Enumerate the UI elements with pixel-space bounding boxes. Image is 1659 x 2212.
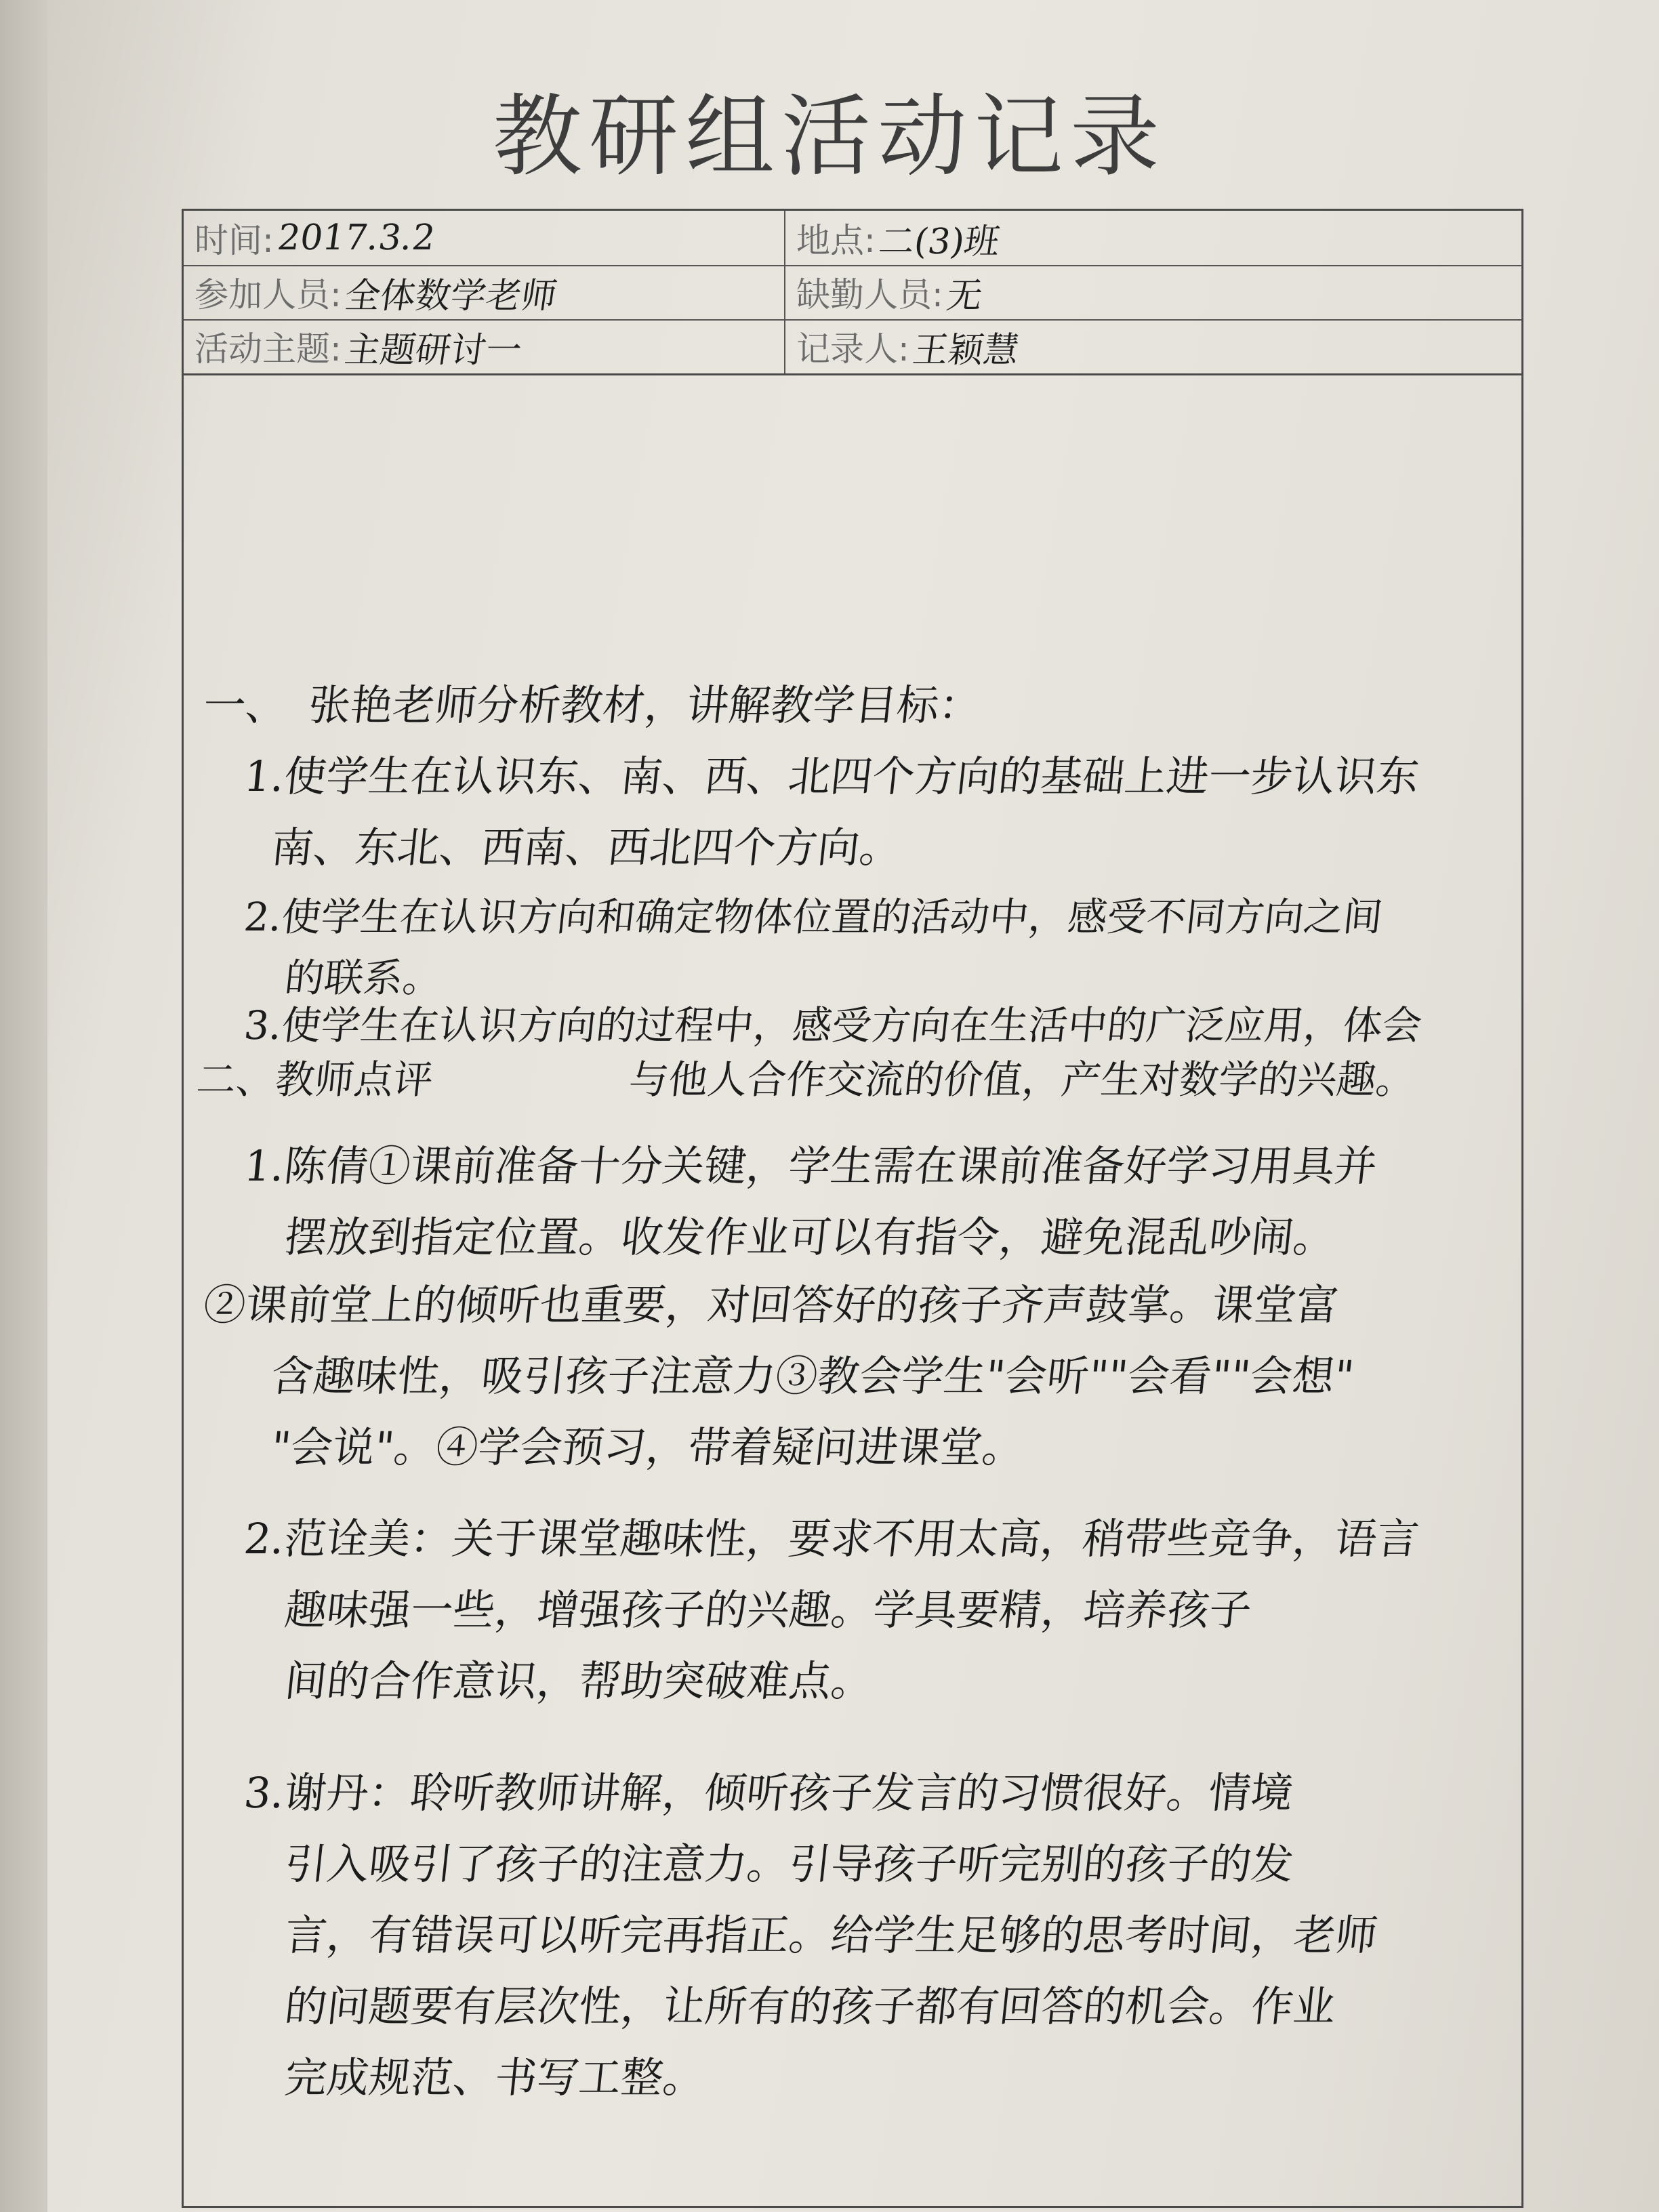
content-line: 2.范诠美：关于课堂趣味性，要求不用太高，稍带些竞争，语言 bbox=[241, 1514, 1422, 1563]
absent-label: 缺勤人员: bbox=[796, 275, 943, 314]
header-row-2 bbox=[184, 265, 1521, 321]
content-line: 1.陈倩①课前准备十分关键，学生需在课前准备好学习用具并 bbox=[241, 1141, 1380, 1191]
content-line: 2.使学生在认识方向和确定物体位置的活动中，感受不同方向之间 bbox=[241, 894, 1385, 940]
topic-value: 主题研讨一 bbox=[342, 329, 525, 371]
content-line: 的联系。 bbox=[282, 955, 445, 1001]
recorder-value: 王颖慧 bbox=[909, 329, 1022, 371]
content-line: 3.使学生在认识方向的过程中，感受方向在生活中的广泛应用，体会 bbox=[241, 1002, 1425, 1048]
absent-value: 无 bbox=[943, 275, 985, 316]
participants-cell bbox=[194, 265, 777, 319]
place-value: 二(3)班 bbox=[876, 221, 1002, 262]
content-line: 含趣味性，吸引孩子注意力③教会学生"会听""会看""会想" bbox=[268, 1351, 1357, 1401]
content-line: ②课前堂上的倾听也重要，对回答好的孩子齐声鼓掌。课堂富 bbox=[201, 1280, 1341, 1330]
place-label: 地点: bbox=[796, 221, 876, 260]
header-row-3 bbox=[184, 319, 1521, 375]
recorder-label: 记录人: bbox=[796, 329, 909, 369]
content-line: 二、教师点评 与他人合作交流的价值，产生对数学的兴趣。 bbox=[194, 1057, 1418, 1103]
content-line: 引入吸引了孩子的注意力。引导孩子听完别的孩子的发 bbox=[282, 1839, 1296, 1889]
recorder-cell bbox=[796, 319, 1515, 373]
topic-cell bbox=[194, 319, 777, 373]
header-row-1 bbox=[184, 211, 1521, 266]
content-line: 间的合作意识，帮助突破难点。 bbox=[282, 1656, 876, 1706]
content-line: 3.谢丹：聆听教师讲解，倾听孩子发言的习惯很好。情境 bbox=[241, 1768, 1296, 1818]
header-divider bbox=[784, 211, 785, 373]
content-line: 的问题要有层次性，让所有的孩子都有回答的机会。作业 bbox=[282, 1982, 1338, 2031]
content-line: "会说"。④学会预习，带着疑问进课堂。 bbox=[268, 1422, 1027, 1472]
time-value: 2017.3.2 bbox=[274, 218, 438, 258]
time-cell bbox=[194, 211, 777, 265]
content-line: 完成规范、书写工整。 bbox=[282, 2053, 708, 2102]
place-cell bbox=[796, 211, 1515, 265]
content-line: 1.使学生在认识东、南、西、北四个方向的基础上进一步认识东 bbox=[241, 752, 1422, 801]
content-line: 摆放到指定位置。收发作业可以有指令，避免混乱吵闹。 bbox=[282, 1212, 1338, 1262]
content-line: 南、东北、西南、西北四个方向。 bbox=[268, 823, 905, 872]
participants-label: 参加人员: bbox=[194, 275, 342, 314]
absent-cell bbox=[796, 265, 1515, 319]
content-line: 一、 张艳老师分析教材，讲解教学目标： bbox=[201, 680, 984, 730]
participants-value: 全体数学老师 bbox=[342, 275, 560, 316]
record-form bbox=[182, 209, 1523, 2208]
binding-shadow bbox=[0, 0, 47, 2212]
time-label: 时间: bbox=[194, 221, 274, 260]
page-title: 教研组活动记录 bbox=[493, 85, 1166, 189]
content-line: 言，有错误可以听完再指正。给学生足够的思考时间，老师 bbox=[282, 1910, 1380, 1960]
content-line: 趣味强一些，增强孩子的兴趣。学具要精，培养孩子 bbox=[282, 1585, 1254, 1635]
topic-label: 活动主题: bbox=[194, 329, 342, 369]
